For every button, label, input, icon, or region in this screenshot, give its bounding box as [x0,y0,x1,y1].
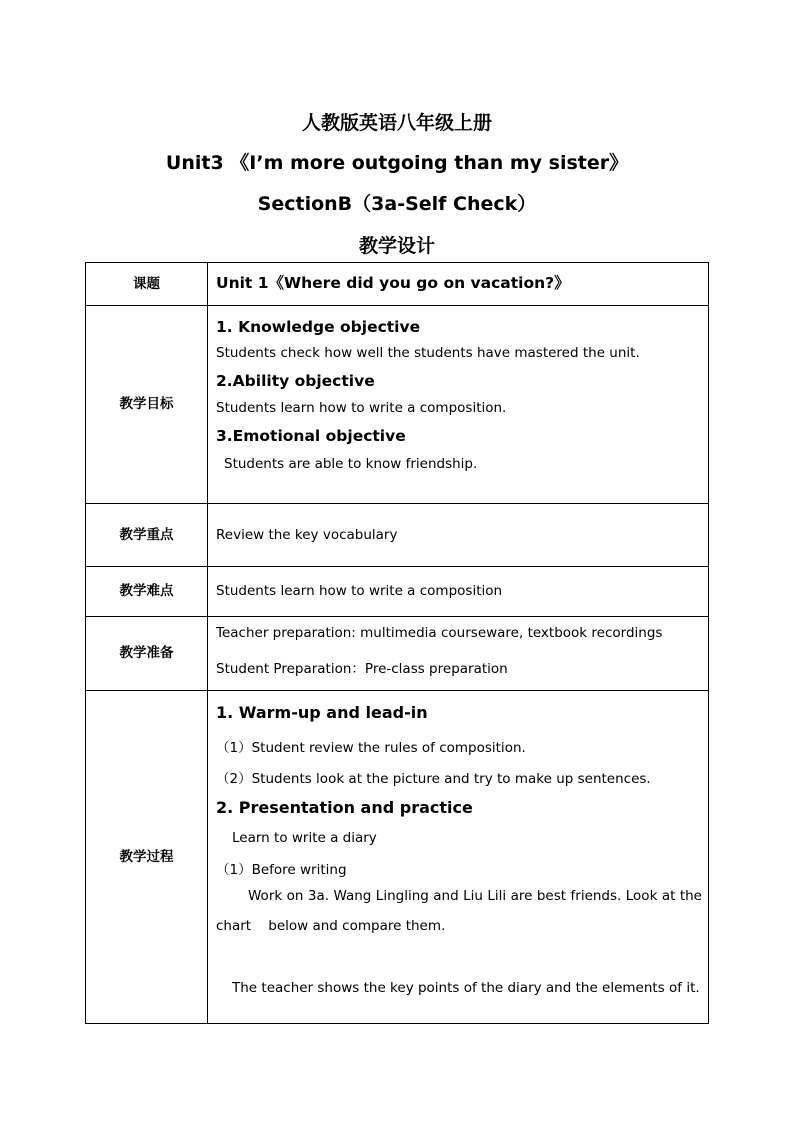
table-row-preparation [86,617,709,691]
presentation-heading: 2. Presentation and practice [216,797,473,817]
topic-label: 课题 [86,263,208,306]
table-row-objectives [86,306,709,504]
work-instruction-line-1: Work on 3a. Wang Lingling and Liu Lili are best friends. Look at the [248,887,702,904]
ability-objective-heading: 2.Ability objective [216,372,375,391]
section-title: SectionB（3a-Self Check） [257,193,537,215]
difficulties-label: 教学难点 [86,567,208,617]
document-title: 人教版英语八年级上册 [301,112,492,134]
emotional-objective-text: Students are able to know friendship. [224,455,478,472]
table-row-key-points [86,504,709,567]
learn-diary-text: Learn to write a diary [232,829,377,846]
teacher-shows-text: The teacher shows the key points of the diary and the elements of it. [232,980,700,997]
ability-objective-text: Students learn how to write a composition. [216,399,507,416]
teacher-preparation-text: Teacher preparation: multimedia courseware, textbook recordings [216,625,663,641]
student-preparation-text: Student Preparation：Pre-class preparation [216,660,508,677]
table-row-topic [86,263,709,306]
design-title: 教学设计 [358,235,435,257]
warmup-item-2: （2）Students look at the picture and try to make up sentences. [216,770,651,787]
emotional-objective-heading: 3.Emotional objective [216,426,406,445]
warmup-heading: 1. Warm-up and lead-in [216,703,428,722]
key-points-label: 教学重点 [86,504,208,567]
process-cell [208,691,709,1024]
unit-title: Unit3 《I’m more outgoing than my sister》 [165,152,629,174]
warmup-item-1: （1）Student review the rules of composition. [216,740,526,756]
objectives-cell [208,306,709,504]
work-instruction-line-2: chart below and compare them. [216,918,446,935]
objectives-label: 教学目标 [86,306,208,504]
difficulties-text: Students learn how to write a composition [208,567,709,617]
knowledge-objective-heading: 1. Knowledge objective [216,318,421,336]
preparation-label: 教学准备 [86,617,208,691]
topic-value: Unit 1《Where did you go on vacation?》 [208,263,709,306]
knowledge-objective-text: Students check how well the students have mastered the unit. [216,345,640,362]
table-row-process [86,691,709,1024]
key-points-text: Review the key vocabulary [208,504,709,567]
table-row-difficulties [86,567,709,617]
preparation-cell [208,617,709,691]
lesson-plan-table [85,262,709,1024]
before-writing-text: （1）Before writing [216,861,347,878]
process-label: 教学过程 [86,691,208,1024]
